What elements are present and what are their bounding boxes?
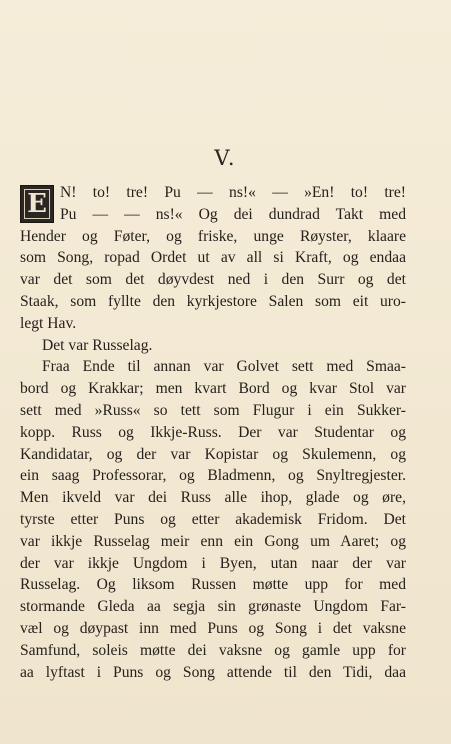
text-line: stormande Gleda aa segja sin grønaste Ungdom Far- (20, 598, 406, 616)
text-line: Hender og Føter, og friske, unge Røyster, klaare (20, 227, 406, 245)
chapter-heading: V. (214, 146, 237, 170)
text-line: bord og Krakkar; men kvart Bord og kvar Stol var (20, 380, 406, 398)
text-line: N! to! tre! Pu — ns!« — »En! to! tre! (60, 184, 406, 201)
paragraph-1-rest (20, 226, 406, 335)
text-line: kopp. Russ og Ikkje-Russ. Der var Studentar og (20, 423, 406, 441)
drop-cap-letter: E (24, 189, 50, 219)
paragraph-1-opening (20, 182, 406, 226)
text-line: Russelag. Og liksom Russen møtte upp for med (20, 576, 406, 594)
text-line: Det var Russelag. (42, 336, 153, 354)
text-line: aa lyftast i Puns og Song attende til den Tidi, daa (20, 663, 406, 681)
paragraph-2 (20, 335, 406, 357)
drop-cap-initial (20, 185, 54, 223)
text-line: var det som det døyvdest ned i den Surr og det (20, 271, 406, 289)
text-line: som Song, ropad Ordet ut av all si Kraft, og endaa (20, 249, 406, 267)
text-line: Pu — — ns!« Og dei dundrad Takt med (60, 205, 406, 223)
text-line: Men ikveld var dei Russ alle ihop, glade og øre, (20, 489, 406, 507)
text-line: ein saag Professorar, og Bladmenn, og Snyltregjester. (20, 467, 406, 485)
text-line: tyrste etter Puns og etter akademisk Fridom. Det (20, 510, 406, 528)
text-line: der var ikkje Ungdom i Byen, utan naar der var (20, 554, 406, 572)
paragraph-3 (20, 356, 406, 683)
text-line: legt Hav. (20, 314, 77, 332)
text-line: Fraa Ende til annan var Golvet sett med Smaa- (42, 358, 406, 376)
text-line: var ikkje Russelag meir enn ein Gong um Aaret; og (20, 532, 406, 550)
body-text (20, 182, 406, 683)
text-line: Staak, som fyllte den kyrkjestore Salen som eit uro- (20, 292, 406, 310)
text-line: Samfund, soleis møtte dei vaksne og gamle upp for (20, 641, 406, 659)
text-line: væl og døypast inn med Puns og Song i det vaksne (20, 619, 406, 637)
text-line: sett med »Russ« so tett som Flugur i ein Sukker- (20, 401, 406, 419)
text-line: Kandidatar, og der var Kopistar og Skulemenn, og (20, 445, 406, 463)
